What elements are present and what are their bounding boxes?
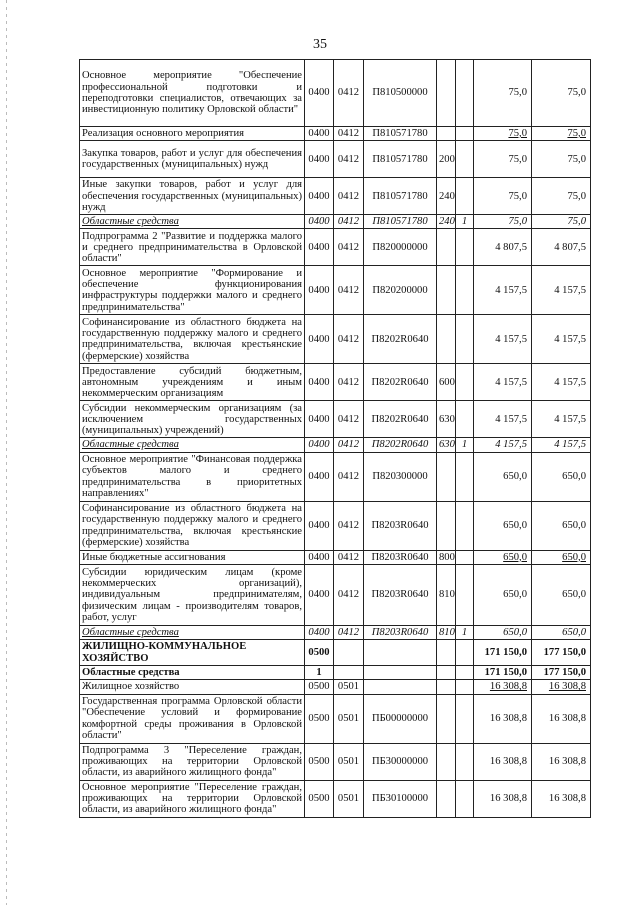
row-name-cell: Основное мероприятие "Финансовая поддержка субъектов малого и среднего предпринимательства в приоритетных направлениях"	[80, 452, 305, 501]
table-row	[80, 665, 591, 679]
row-name-cell: Иные закупки товаров, работ и услуг для обеспечения государственных (муниципальных) нужд	[80, 178, 305, 215]
row-funding-source	[456, 680, 474, 694]
row-subsection-code: 0412	[334, 60, 364, 127]
row-target-article: П820200000	[364, 266, 437, 315]
row-name-cell: Субсидии некоммерческим организациям (за исключением государственных (муниципальных) учреждений)	[80, 401, 305, 438]
table-row	[80, 178, 591, 215]
row-expense-type: 240	[437, 215, 456, 229]
row-name-cell: Основное мероприятие "Обеспечение профессиональной подготовки и переподготовки специалистов, отвечающих за инвестиционную политику Орловской области"	[80, 60, 305, 127]
row-expense-type	[437, 743, 456, 780]
row-subsection-code: 0412	[334, 178, 364, 215]
row-amount-year1: 4 157,5	[474, 266, 532, 315]
table-row	[80, 127, 591, 141]
row-subsection-code: 0412	[334, 364, 364, 401]
row-funding-source	[456, 178, 474, 215]
row-subsection-code: 0412	[334, 127, 364, 141]
table-row	[80, 315, 591, 364]
table-row	[80, 266, 591, 315]
row-subsection-code: 0412	[334, 452, 364, 501]
row-amount-year2: 75,0	[532, 178, 591, 215]
row-section-code: 0400	[305, 229, 334, 266]
budget-table	[79, 59, 591, 818]
row-amount-year1: 171 150,0	[474, 665, 532, 679]
row-section-code: 0500	[305, 743, 334, 780]
row-funding-source	[456, 266, 474, 315]
row-name-cell: Предоставление субсидий бюджетным, автономным учреждениям и иным некоммерческим организациям	[80, 364, 305, 401]
row-name-cell: Закупка товаров, работ и услуг для обеспечения государственных (муниципальных) нужд	[80, 141, 305, 178]
row-amount-year2: 4 157,5	[532, 364, 591, 401]
row-name-cell: Иные бюджетные ассигнования	[80, 550, 305, 564]
row-amount-year1: 4 807,5	[474, 229, 532, 266]
row-subsection-code: 0501	[334, 743, 364, 780]
table-row	[80, 229, 591, 266]
row-target-article	[364, 640, 437, 666]
row-target-article: П820300000	[364, 452, 437, 501]
row-funding-source	[456, 501, 474, 550]
row-amount-year1: 4 157,5	[474, 401, 532, 438]
row-section-code: 0500	[305, 680, 334, 694]
row-amount-year2: 4 157,5	[532, 438, 591, 452]
row-funding-source	[456, 452, 474, 501]
row-amount-year1: 16 308,8	[474, 694, 532, 743]
row-amount-year2: 16 308,8	[532, 780, 591, 817]
row-funding-source	[456, 780, 474, 817]
row-funding-source	[456, 743, 474, 780]
row-name-cell: Государственная программа Орловской области "Обеспечение условий и формирование комфортной среды проживания в Орловской области"	[80, 694, 305, 743]
row-subsection-code: 0412	[334, 626, 364, 640]
row-subsection-code: 0412	[334, 315, 364, 364]
budget-table-body	[80, 60, 591, 818]
row-amount-year2: 16 308,8	[532, 680, 591, 694]
row-section-code: 0400	[305, 501, 334, 550]
row-section-code: 0400	[305, 266, 334, 315]
row-section-code: 0400	[305, 60, 334, 127]
row-expense-type	[437, 60, 456, 127]
row-funding-source	[456, 229, 474, 266]
row-section-code: 0400	[305, 215, 334, 229]
row-target-article: П810571780	[364, 215, 437, 229]
row-target-article: П8202R0640	[364, 364, 437, 401]
row-amount-year1: 16 308,8	[474, 743, 532, 780]
row-amount-year1: 4 157,5	[474, 315, 532, 364]
table-row	[80, 680, 591, 694]
row-expense-type: 800	[437, 550, 456, 564]
row-section-code: 0500	[305, 640, 334, 666]
row-amount-year2: 16 308,8	[532, 743, 591, 780]
table-row	[80, 60, 591, 127]
row-target-article	[364, 680, 437, 694]
row-expense-type: 630	[437, 438, 456, 452]
row-target-article: ПБ00000000	[364, 694, 437, 743]
row-subsection-code: 0501	[334, 680, 364, 694]
row-section-code: 0400	[305, 626, 334, 640]
row-target-article: П8202R0640	[364, 438, 437, 452]
row-name-cell: Основное мероприятие "Формирование и обеспечение функционирования инфраструктуры поддержки малого и среднего предпринимательства"	[80, 266, 305, 315]
row-section-code: 0400	[305, 178, 334, 215]
row-expense-type	[437, 694, 456, 743]
row-section-code: 0400	[305, 127, 334, 141]
row-funding-source	[456, 364, 474, 401]
row-name-cell: Основное мероприятие "Переселение граждан, проживающих на территории Орловской области, из аварийного жилищного фонда"	[80, 780, 305, 817]
row-section-code: 0400	[305, 141, 334, 178]
row-funding-source	[456, 565, 474, 626]
row-subsection-code	[334, 665, 364, 679]
row-amount-year1: 16 308,8	[474, 780, 532, 817]
row-amount-year1: 650,0	[474, 565, 532, 626]
row-funding-source	[456, 550, 474, 564]
row-name-cell: Софинансирование из областного бюджета на государственную поддержку малого и среднего предпринимательства, включая крестьянские (фермерские) хозяйства	[80, 315, 305, 364]
row-expense-type: 810	[437, 565, 456, 626]
row-target-article: П8202R0640	[364, 315, 437, 364]
row-amount-year2: 4 157,5	[532, 315, 591, 364]
row-expense-type: 240	[437, 178, 456, 215]
row-target-article: П820000000	[364, 229, 437, 266]
row-name-cell: Реализация основного мероприятия	[80, 127, 305, 141]
budget-table-container	[79, 59, 591, 818]
row-target-article	[364, 665, 437, 679]
row-amount-year1: 650,0	[474, 501, 532, 550]
table-row	[80, 780, 591, 817]
row-expense-type	[437, 665, 456, 679]
row-target-article: П810571780	[364, 127, 437, 141]
table-row	[80, 501, 591, 550]
row-funding-source	[456, 60, 474, 127]
scan-edge-artifact	[6, 0, 7, 905]
row-section-code: 0400	[305, 401, 334, 438]
row-funding-source: 1	[456, 215, 474, 229]
row-section-code: 0500	[305, 694, 334, 743]
table-row	[80, 215, 591, 229]
row-amount-year2: 650,0	[532, 626, 591, 640]
row-section-code: 0400	[305, 315, 334, 364]
row-funding-source: 1	[456, 438, 474, 452]
row-expense-type	[437, 127, 456, 141]
row-target-article: П8203R0640	[364, 501, 437, 550]
row-amount-year2: 177 150,0	[532, 640, 591, 666]
row-target-article: П8202R0640	[364, 401, 437, 438]
row-funding-source	[456, 694, 474, 743]
page-number: 35	[313, 37, 327, 52]
row-amount-year2: 650,0	[532, 501, 591, 550]
row-name-cell: Областные средства	[80, 626, 305, 640]
row-expense-type: 600	[437, 364, 456, 401]
row-name-cell: Софинансирование из областного бюджета на государственную поддержку малого и среднего предпринимательства, включая крестьянские (фермерские) хозяйства	[80, 501, 305, 550]
row-subsection-code: 0412	[334, 501, 364, 550]
row-section-code: 0400	[305, 438, 334, 452]
row-funding-source	[456, 640, 474, 666]
row-section-code: 0400	[305, 364, 334, 401]
row-expense-type: 810	[437, 626, 456, 640]
row-expense-type	[437, 680, 456, 694]
row-amount-year1: 4 157,5	[474, 438, 532, 452]
row-target-article: П8203R0640	[364, 550, 437, 564]
row-amount-year1: 75,0	[474, 141, 532, 178]
row-name-cell: Подпрограмма 2 "Развитие и поддержка малого и среднего предпринимательства в Орловской области"	[80, 229, 305, 266]
row-expense-type	[437, 266, 456, 315]
row-amount-year2: 4 157,5	[532, 266, 591, 315]
row-subsection-code	[334, 640, 364, 666]
row-amount-year1: 75,0	[474, 178, 532, 215]
table-row	[80, 694, 591, 743]
row-amount-year2: 177 150,0	[532, 665, 591, 679]
row-section-code: 0500	[305, 780, 334, 817]
row-subsection-code: 0412	[334, 229, 364, 266]
row-target-article: П810571780	[364, 178, 437, 215]
row-funding-source	[456, 315, 474, 364]
table-row	[80, 626, 591, 640]
row-subsection-code: 0501	[334, 780, 364, 817]
table-row	[80, 364, 591, 401]
row-expense-type	[437, 229, 456, 266]
row-amount-year1: 650,0	[474, 626, 532, 640]
row-expense-type	[437, 640, 456, 666]
row-amount-year2: 75,0	[532, 60, 591, 127]
row-target-article: ПБ30000000	[364, 743, 437, 780]
row-amount-year2: 75,0	[532, 215, 591, 229]
row-amount-year2: 75,0	[532, 127, 591, 141]
row-name-cell: Областные средства	[80, 438, 305, 452]
row-expense-type: 630	[437, 401, 456, 438]
row-subsection-code: 0412	[334, 438, 364, 452]
row-amount-year2: 650,0	[532, 452, 591, 501]
row-amount-year2: 75,0	[532, 141, 591, 178]
row-expense-type: 200	[437, 141, 456, 178]
table-row	[80, 640, 591, 666]
table-row	[80, 401, 591, 438]
table-row	[80, 550, 591, 564]
row-amount-year2: 650,0	[532, 550, 591, 564]
row-name-cell: Субсидии юридическим лицам (кроме некоммерческих организаций), индивидуальным предпринимателям, физическим лицам - производителям товаров, работ, услуг	[80, 565, 305, 626]
row-target-article: ПБ30100000	[364, 780, 437, 817]
row-expense-type	[437, 780, 456, 817]
row-target-article: П810571780	[364, 141, 437, 178]
table-row	[80, 438, 591, 452]
row-funding-source	[456, 141, 474, 178]
row-target-article: П810500000	[364, 60, 437, 127]
row-amount-year1: 16 308,8	[474, 680, 532, 694]
row-section-code: 0400	[305, 565, 334, 626]
row-amount-year2: 16 308,8	[532, 694, 591, 743]
row-subsection-code: 0412	[334, 215, 364, 229]
row-amount-year1: 650,0	[474, 550, 532, 564]
table-row	[80, 141, 591, 178]
row-subsection-code: 0412	[334, 141, 364, 178]
row-target-article: П8203R0640	[364, 626, 437, 640]
row-subsection-code: 0412	[334, 565, 364, 626]
row-target-article: П8203R0640	[364, 565, 437, 626]
row-amount-year1: 650,0	[474, 452, 532, 501]
row-funding-source	[456, 127, 474, 141]
row-expense-type	[437, 452, 456, 501]
row-funding-source	[456, 665, 474, 679]
row-section-code: 1	[305, 665, 334, 679]
row-name-cell: Подпрограмма 3 "Переселение граждан, проживающих на территории Орловской области, из аварийного жилищного фонда"	[80, 743, 305, 780]
row-funding-source: 1	[456, 626, 474, 640]
row-section-code: 0400	[305, 452, 334, 501]
row-expense-type	[437, 315, 456, 364]
row-amount-year1: 75,0	[474, 60, 532, 127]
row-subsection-code: 0412	[334, 401, 364, 438]
row-amount-year1: 171 150,0	[474, 640, 532, 666]
row-name-cell: Областные средства	[80, 665, 305, 679]
row-amount-year2: 4 157,5	[532, 401, 591, 438]
row-amount-year2: 650,0	[532, 565, 591, 626]
row-subsection-code: 0412	[334, 550, 364, 564]
table-row	[80, 743, 591, 780]
row-name-cell: Областные средства	[80, 215, 305, 229]
row-name-cell: ЖИЛИЩНО-КОММУНАЛЬНОЕ ХОЗЯЙСТВО	[80, 640, 305, 666]
row-amount-year1: 75,0	[474, 127, 532, 141]
table-row	[80, 565, 591, 626]
row-section-code: 0400	[305, 550, 334, 564]
row-amount-year2: 4 807,5	[532, 229, 591, 266]
table-row	[80, 452, 591, 501]
row-subsection-code: 0501	[334, 694, 364, 743]
row-expense-type	[437, 501, 456, 550]
row-amount-year1: 4 157,5	[474, 364, 532, 401]
row-subsection-code: 0412	[334, 266, 364, 315]
row-amount-year1: 75,0	[474, 215, 532, 229]
row-funding-source	[456, 401, 474, 438]
row-name-cell: Жилищное хозяйство	[80, 680, 305, 694]
